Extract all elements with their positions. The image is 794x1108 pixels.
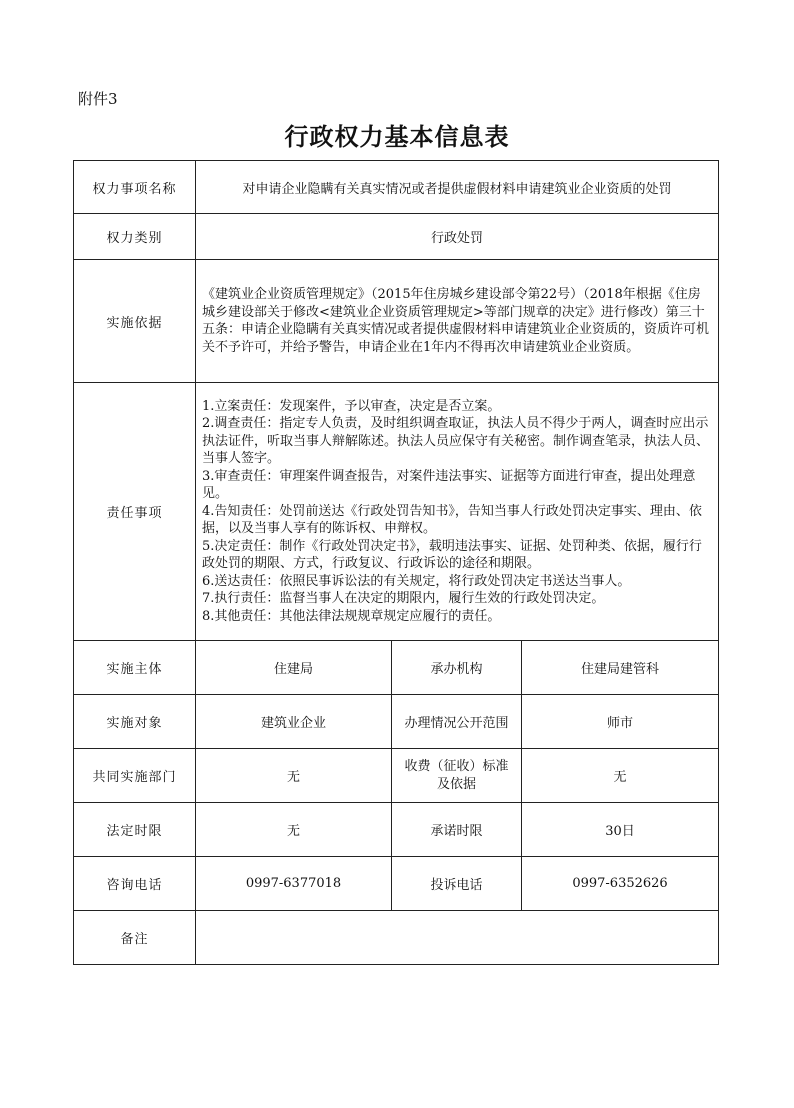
row-target <box>74 695 719 749</box>
promise-value: 30日 <box>522 803 719 857</box>
duty-item-6: 6.送达责任：依照民事诉讼法的有关规定，将行政处罚决定书送达当事人。 <box>202 573 631 589</box>
row-remark <box>74 911 719 965</box>
row-phone <box>74 857 719 911</box>
duty-item-7: 7.执行责任：监督当事人在决定的期限内，履行生效的行政处罚决定。 <box>202 591 605 607</box>
row-power-name <box>74 161 719 214</box>
target-value: 建筑业企业 <box>196 695 392 749</box>
row-basis <box>74 260 719 383</box>
joint-value: 无 <box>196 749 392 803</box>
phone-value: 0997-6377018 <box>196 857 392 911</box>
complaint-value: 0997-6352626 <box>522 857 719 911</box>
row-duty <box>74 383 719 641</box>
fee-value: 无 <box>522 749 719 803</box>
row-joint <box>74 749 719 803</box>
info-table <box>73 160 719 965</box>
duty-item-8: 8.其他责任：其他法律法规规章规定应履行的责任。 <box>202 608 501 624</box>
subject-value: 住建局 <box>196 641 392 695</box>
duty-item-3: 3.审查责任：审理案件调查报告，对案件违法事实、证据等方面进行审查，提出处理意见。 <box>202 468 696 502</box>
power-type-label: 权力类别 <box>74 214 196 260</box>
complaint-label: 投诉电话 <box>392 857 522 911</box>
remark-label: 备注 <box>74 911 196 965</box>
promise-label: 承诺时限 <box>392 803 522 857</box>
row-power-type <box>74 214 719 260</box>
row-limit <box>74 803 719 857</box>
duty-item-2: 2.调查责任：指定专人负责，及时组织调查取证，执法人员不得少于两人，调查时应出示执法证件，听取当事人辩解陈述。执法人员应保守有关秘密。制作调查笔录，执法人员、当事人签字。 <box>202 416 710 467</box>
duty-item-4: 4.告知责任：处罚前送达《行政处罚告知书》，告知当事人行政处罚决定事实、理由、依据，以及当事人享有的陈诉权、申辩权。 <box>202 503 702 537</box>
duty-label: 责任事项 <box>74 383 196 641</box>
target-label: 实施对象 <box>74 695 196 749</box>
basis-value: 《建筑业企业资质管理规定》（2015年住房城乡建设部令第22号）（2018年根据《住房城乡建设部关于修改<建筑业企业资质管理规定>等部门规章的决定》进行修改）第三十五条：申请企业隐瞒有关真实情况或者提供虚假材料申请建筑业企业资质的，资质许可机关不予许可，并给予警告，申请企业在1年内不得再次申请建筑业企业资质。 <box>196 260 719 383</box>
subject-label: 实施主体 <box>74 641 196 695</box>
power-name-value: 对申请企业隐瞒有关真实情况或者提供虚假材料申请建筑业企业资质的处罚 <box>196 161 719 214</box>
duty-item-5: 5.决定责任：制作《行政处罚决定书》，载明违法事实、证据、处罚种类、依据，履行行政处罚的期限、方式，行政复议、行政诉讼的途径和期限。 <box>202 538 702 572</box>
remark-value <box>196 911 719 965</box>
scope-label: 办理情况公开范围 <box>392 695 522 749</box>
scope-value: 师市 <box>522 695 719 749</box>
duty-list <box>196 383 719 641</box>
row-subject <box>74 641 719 695</box>
org-value: 住建局建管科 <box>522 641 719 695</box>
fee-label: 收费（征收）标准及依据 <box>392 749 522 803</box>
org-label: 承办机构 <box>392 641 522 695</box>
power-type-value: 行政处罚 <box>196 214 719 260</box>
attachment-label: 附件3 <box>78 90 118 108</box>
joint-label: 共同实施部门 <box>74 749 196 803</box>
phone-label: 咨询电话 <box>74 857 196 911</box>
basis-label: 实施依据 <box>74 260 196 383</box>
power-name-label: 权力事项名称 <box>74 161 196 214</box>
limit-value: 无 <box>196 803 392 857</box>
limit-label: 法定时限 <box>74 803 196 857</box>
page-title: 行政权力基本信息表 <box>284 122 510 151</box>
duty-item-1: 1.立案责任：发现案件，予以审查，决定是否立案。 <box>202 398 501 414</box>
